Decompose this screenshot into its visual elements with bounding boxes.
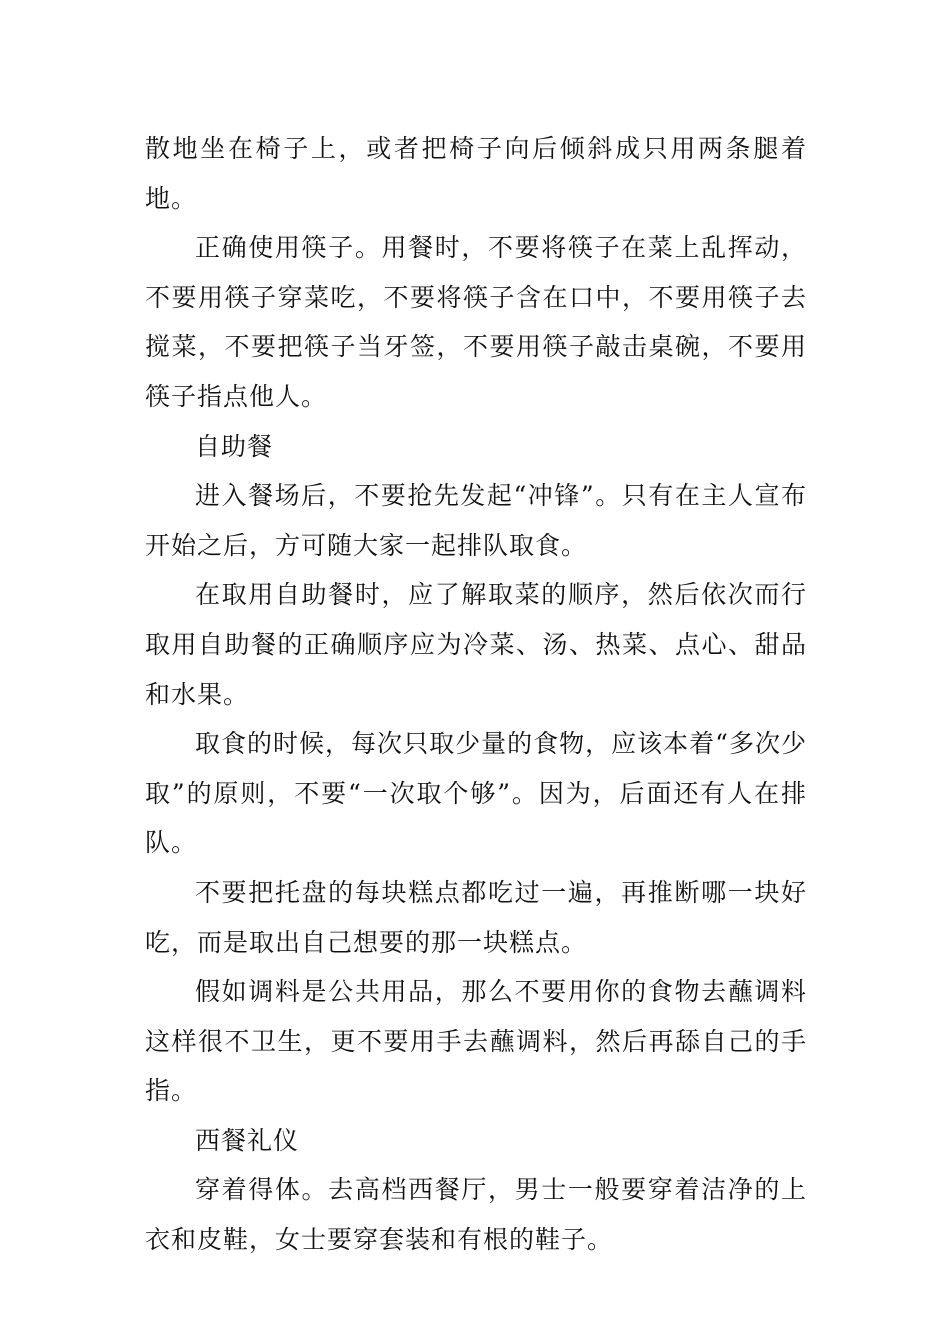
paragraph-buffet-pastry: 不要把托盘的每块糕点都吃过一遍，再推断哪一块好吃，而是取出自己想要的那一块糕点。 xyxy=(145,877,807,957)
section-heading-western: 西餐礼仪 xyxy=(195,1125,300,1155)
paragraph-western-dress: 穿着得体。去高档西餐厅，男士一般要穿着洁净的上衣和皮鞋，女士要穿套装和有根的鞋子。 xyxy=(145,1175,807,1255)
paragraph-buffet-order: 在取用自助餐时，应了解取菜的顺序，然后依次而行取用自助餐的正确顺序应为冷菜、汤、热菜、点心、甜品和水果。 xyxy=(145,580,807,709)
paragraph-buffet-portion: 取食的时候，每次只取少量的食物，应该本着“多次少取”的原则，不要“一次取个够”。因为，后面还有人在排队。 xyxy=(145,729,807,858)
section-heading-buffet: 自助餐 xyxy=(195,431,274,461)
paragraph-buffet-condiment: 假如调料是公共用品，那么不要用你的食物去蘸调料这样很不卫生，更不要用手去蘸调料，然后再舔自己的手指。 xyxy=(145,977,807,1106)
paragraph-continuation: 散地坐在椅子上，或者把椅子向后倾斜成只用两条腿着地。 xyxy=(145,134,807,213)
paragraph-buffet-entry: 进入餐场后，不要抢先发起“冲锋”。只有在主人宣布开始之后，方可随大家一起排队取食。 xyxy=(145,481,807,560)
document-page xyxy=(145,124,807,1265)
paragraph-chopsticks: 正确使用筷子。用餐时，不要将筷子在菜上乱挥动，不要用筷子穿菜吃，不要将筷子含在口中，不要用筷子去搅菜，不要把筷子当牙签，不要用筷子敲击桌碗，不要用筷子指点他人。 xyxy=(145,233,807,411)
